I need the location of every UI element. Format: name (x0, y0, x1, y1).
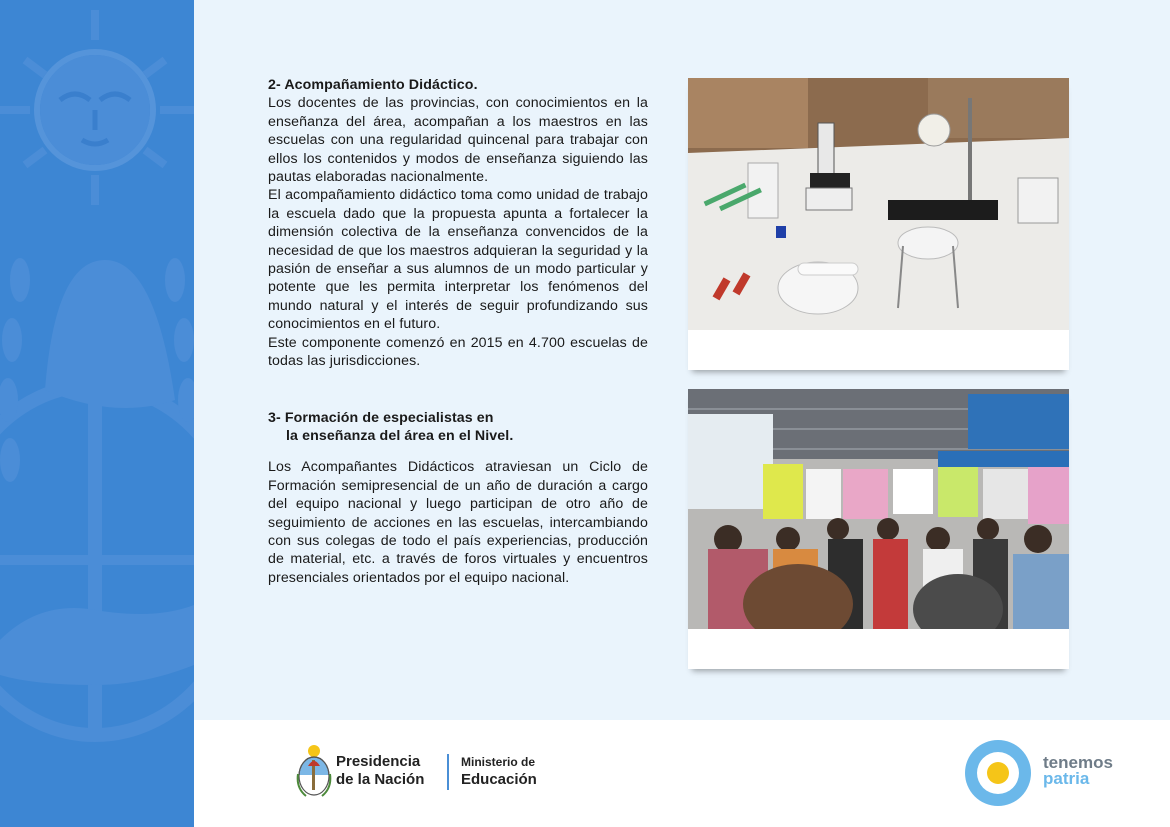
emblem-watermark-icon (0, 0, 194, 827)
presidencia-label (336, 753, 424, 789)
ministerio-line1: Ministerio de (461, 755, 536, 769)
patria-text: patria (1043, 769, 1090, 788)
tenemos-patria-sun-icon (963, 738, 1033, 808)
section2-paragraph-1: Los docentes de las provincias, con conocimientos en la enseñanza del área, acompañan a los maestros en las escuelas con una regularidad quincenal para trabajar con ellos los contenidos y modos de enseñanza siguiendo las pautas elaboradas nacionalmente. (268, 95, 648, 186)
footer-divider (447, 754, 449, 790)
exhibition-image (688, 389, 1069, 629)
text-column (268, 76, 648, 587)
photo-exhibition-crowd (688, 389, 1069, 669)
tenemos-text: tenemos (1043, 753, 1113, 772)
photo-lab-equipment (688, 78, 1069, 370)
section2-paragraph-3: Este componente comenzó en 2015 en 4.700 escuelas de todas las jurisdicciones. (268, 334, 648, 370)
section2-paragraph-2: El acompañamiento didáctico toma como unidad de trabajo la escuela dado que la propuesta apunta a fortalecer la dimensión colectiva de la enseñanza convencidos de la necesidad de que los maestros adquieran la seguridad y la pasión de enseñar a sus alumnos de un modo particular y potente que les permita interpretar los fenómenos del mundo natural y el interés de seguir profundizando sus conocimientos en el futuro. (268, 187, 648, 333)
presidencia-line2: de la Nación (336, 771, 425, 788)
lab-equipment-image (688, 78, 1069, 330)
ministerio-line2: Educación (461, 771, 537, 788)
ministerio-label (461, 755, 537, 790)
section3-paragraph-1: Los Acompañantes Didácticos atraviesan un Ciclo de Formación semipresencial de un año de duración a cargo del equipo nacional y luego participan de otro año de seguimiento de acciones en las escuelas, intercambiando con sus colegas de todo el país experiencias, producción de material, etc. a través de foros virtuales y encuentros presenciales orientados por el equipo nacional. (268, 459, 648, 586)
escudo-icon (296, 744, 332, 800)
sidebar-band (0, 0, 194, 827)
section2-title: 2- Acompañamiento Didáctico. (268, 77, 478, 93)
section3-title (268, 409, 648, 446)
tenemos-patria-label (1043, 755, 1113, 787)
presidencia-line1: Presidencia (336, 753, 421, 770)
section3-title-line2: la enseñanza del área en el Nivel. (286, 427, 514, 444)
section3-title-line1: 3- Formación de especialistas en (268, 409, 494, 426)
